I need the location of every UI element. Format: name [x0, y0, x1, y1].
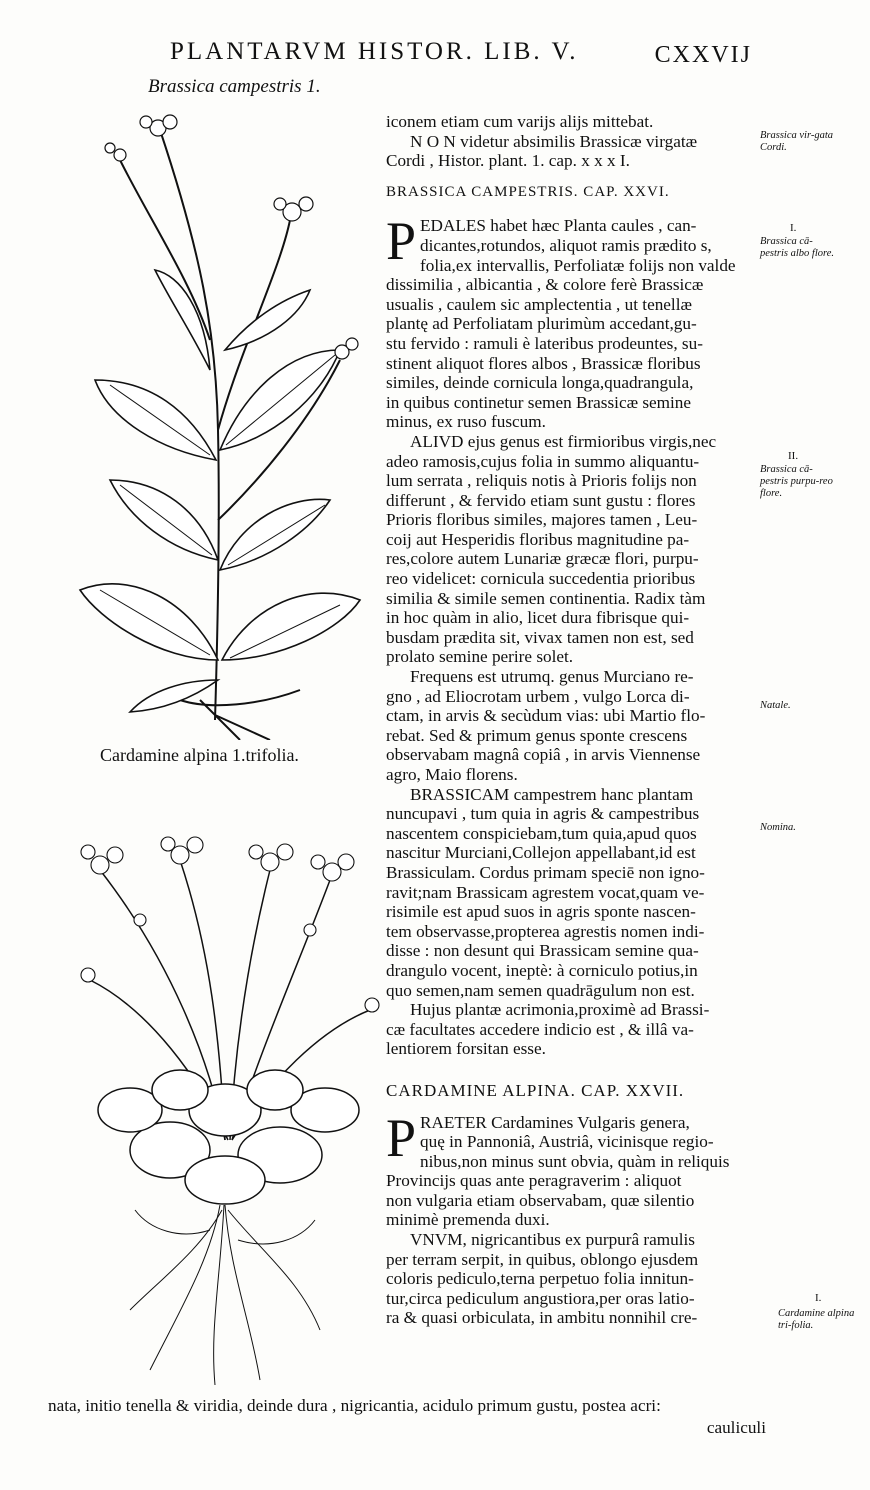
- leaf: [152, 1070, 208, 1110]
- text-line: nuncupavi , tum quia in agris & campestribus: [386, 804, 700, 824]
- text-line: reo videlicet: cornicula succedentia prioribus: [386, 569, 696, 589]
- text-line: EDALES habet hæc Planta caules , can-: [420, 216, 697, 236]
- paragraph-acrimonia: [386, 1000, 756, 1059]
- text-line: gno , ad Eliocrotam urbem , vulgo Lorca di-: [386, 686, 690, 706]
- leaf: [185, 1156, 265, 1204]
- text-line: quę in Pannoniâ, Austriâ, vicinisque regio-: [420, 1132, 714, 1152]
- text-line: similes, deinde cornicula longa,quadrangula,: [386, 373, 694, 393]
- text-line: risimile est apud suos in agris sponte nascen-: [386, 902, 696, 922]
- text-line: VNVM, nigricantibus ex purpurâ ramulis: [410, 1230, 695, 1250]
- paragraph-description: [386, 211, 756, 432]
- text-line: res,colore autem Lunariæ græcæ flori, purpu-: [386, 549, 699, 569]
- paragraph-natale: [386, 667, 756, 785]
- paragraph-praeter: [386, 1107, 756, 1231]
- paragraph-nomina: [386, 785, 756, 1001]
- text-line: non vulgaria etiam observabam, quæ silentio: [386, 1190, 695, 1210]
- running-title: PLANTARVM HISTOR. LIB. V.: [170, 38, 579, 65]
- leaf: [80, 584, 218, 660]
- text-line: Cordi , Histor. plant. 1. cap. x x x I.: [386, 151, 630, 171]
- text-line: quo semen,nam semen quadrāgulum non est.: [386, 980, 695, 1000]
- margin-number: I.: [815, 1292, 822, 1304]
- margin-note-nomina: Nomina.: [760, 822, 796, 833]
- text-line: N O N videtur absimilis Brassicæ virgatæ: [410, 131, 698, 151]
- leaf: [225, 290, 310, 350]
- margin-note-natale: Natale.: [760, 700, 791, 711]
- text-line: agro, Maio florens.: [386, 765, 518, 784]
- text-line: adeo ramosis,cujus folia in summo aliquantu-: [386, 451, 700, 471]
- cardamine-woodcut-illustration: [60, 810, 390, 1390]
- drop-cap: P: [386, 211, 417, 272]
- text-line: ALIVD ejus genus est firmioribus virgis,nec: [410, 431, 717, 451]
- text-line: minus, ex ruso fuscum.: [386, 412, 546, 432]
- text-line: dissimilia , albicantia , & colore ferè Brassicæ: [386, 275, 704, 295]
- leaf: [130, 680, 218, 712]
- text-line: Prioris floribus similes, majores tamen , Leu-: [386, 510, 698, 530]
- text-line: usualis , caulem sic amplectentia , ut tenellæ: [386, 294, 692, 314]
- text-line: minimè premenda duxi.: [386, 1210, 550, 1230]
- text-line: busdam prædita sit, vivax tamen non est, sed: [386, 627, 694, 647]
- page-number: CXXVIJ: [654, 42, 752, 68]
- text-line: nascentem conspiciebam,tum quia,apud quos: [386, 823, 697, 843]
- text-line: stu fervido : ramuli è lateribus prodeuntes, su-: [386, 333, 703, 353]
- text-line: in quibus continetur semen Brassicæ semine: [386, 392, 692, 412]
- text-line: tur,circa pediculum angustiora,per oras latio-: [386, 1288, 695, 1308]
- text-line: observabam magnâ copiâ , in arvis Viennense: [386, 745, 701, 765]
- text-line: lentiorem forsitan esse.: [386, 1039, 546, 1059]
- text-line: ra & quasi orbiculata, in ambitu nonnihil cre-: [386, 1308, 698, 1328]
- chapter-heading-26: BRASSICA CAMPESTRIS. CAP. XXVI.: [386, 183, 670, 200]
- text-line: similia & simile semen continentia. Radix tàm: [386, 588, 706, 608]
- text-line: coloris pediculo,terna perpetuo folia innitun-: [386, 1269, 694, 1289]
- text-line: plantę ad Perfoliatam plurimùm accedant,gu-: [386, 314, 697, 334]
- figure-caption-cardamine: Cardamine alpina 1.trifolia.: [100, 745, 299, 765]
- text-line: nibus,non minus sunt obvia, quàm in reliquis: [420, 1151, 730, 1171]
- figure-caption-brassica: Brassica campestris 1.: [148, 76, 321, 97]
- margin-number: II.: [788, 450, 799, 462]
- text-line: differunt , & fervido etiam sunt gustu : flores: [386, 490, 696, 510]
- text-line: folia,ex intervallis, Perfoliatæ folijs non valde: [420, 255, 736, 275]
- text-line: prolato semine perire solet.: [386, 647, 574, 667]
- text-line: rebat. Sed & primum genus sponte crescens: [386, 725, 688, 745]
- margin-number: I.: [790, 222, 797, 234]
- text-line: disse : non desunt qui Brassicam semine qua-: [386, 941, 699, 961]
- body-text: [386, 112, 756, 1328]
- brassica-woodcut-illustration: [40, 100, 380, 740]
- text-line: ravit;nam Brassicam agrestem vocat,quam ve-: [386, 882, 705, 902]
- full-width-line: nata, initio tenella & viridia, deinde dura , nigricantia, acidulo primum gustu, postea acri:: [48, 1396, 661, 1415]
- leaf: [247, 1070, 303, 1110]
- text-line: iconem etiam cum varijs alijs mittebat.: [386, 112, 654, 131]
- text-line: stinent aliquot flores albos , Brassicæ floribus: [386, 353, 701, 373]
- text-line: drangulo vocent, ineptè: à corniculo potius,in: [386, 960, 698, 980]
- text-line: ctam, in arvis & secùdum vias: ubi Martio flo-: [386, 706, 706, 726]
- text-line: cæ facultates accedere indicio est , & illâ va-: [386, 1019, 694, 1039]
- paragraph-unum: [386, 1230, 756, 1328]
- text-line: BRASSICAM campestrem hanc plantam: [410, 784, 694, 804]
- text-line: Provincijs quas ante peragraverim : aliquot: [386, 1171, 682, 1191]
- text-line: tem observasse,propterea agrestis nomen indi-: [386, 921, 705, 941]
- leaf: [95, 380, 216, 460]
- text-line: nascitur Murciani,Collejon appellabant,id est: [386, 843, 696, 863]
- drop-cap: P: [386, 1107, 417, 1168]
- text-line: RAETER Cardamines Vulgaris genera,: [420, 1112, 690, 1132]
- text-line: Brassiculam. Cordus primam speciē non igno-: [386, 862, 705, 882]
- text-line: lum serrata , reliquis notis à Prioris folijs non: [386, 471, 697, 491]
- margin-note-albo-flore: Brassica cā-pestris albo flore.: [760, 236, 834, 259]
- margin-note-purpureo-flore: Brassica cā-pestris purpu-reo flore.: [760, 464, 833, 499]
- catchword: cauliculi: [706, 1418, 766, 1437]
- leaf: [222, 593, 360, 660]
- chapter-heading-27: CARDAMINE ALPINA. CAP. XXVII.: [386, 1080, 685, 1100]
- leaf: [110, 480, 218, 560]
- text-line: Frequens est utrumq. genus Murciano re-: [410, 667, 694, 687]
- margin-note-cardamine: Cardamine alpina tri-folia.: [778, 1308, 855, 1331]
- text-line: per terram serpit, in quibus, oblongo ejusdem: [386, 1249, 699, 1269]
- text-line: dicantes,rotundos, aliquot ramis prædito s,: [420, 235, 712, 255]
- text-line: coij aut Hesperidis floribus magnitudine pa-: [386, 529, 690, 549]
- text-line: Hujus plantæ acrimonia,proximè ad Brassi-: [410, 1000, 710, 1020]
- text-line: in hoc quàm in alio, licet dura fibrisque qui-: [386, 608, 690, 628]
- paragraph-aliud: [386, 432, 756, 667]
- margin-note-virgata: Brassica vir-gata Cordi.: [760, 130, 833, 153]
